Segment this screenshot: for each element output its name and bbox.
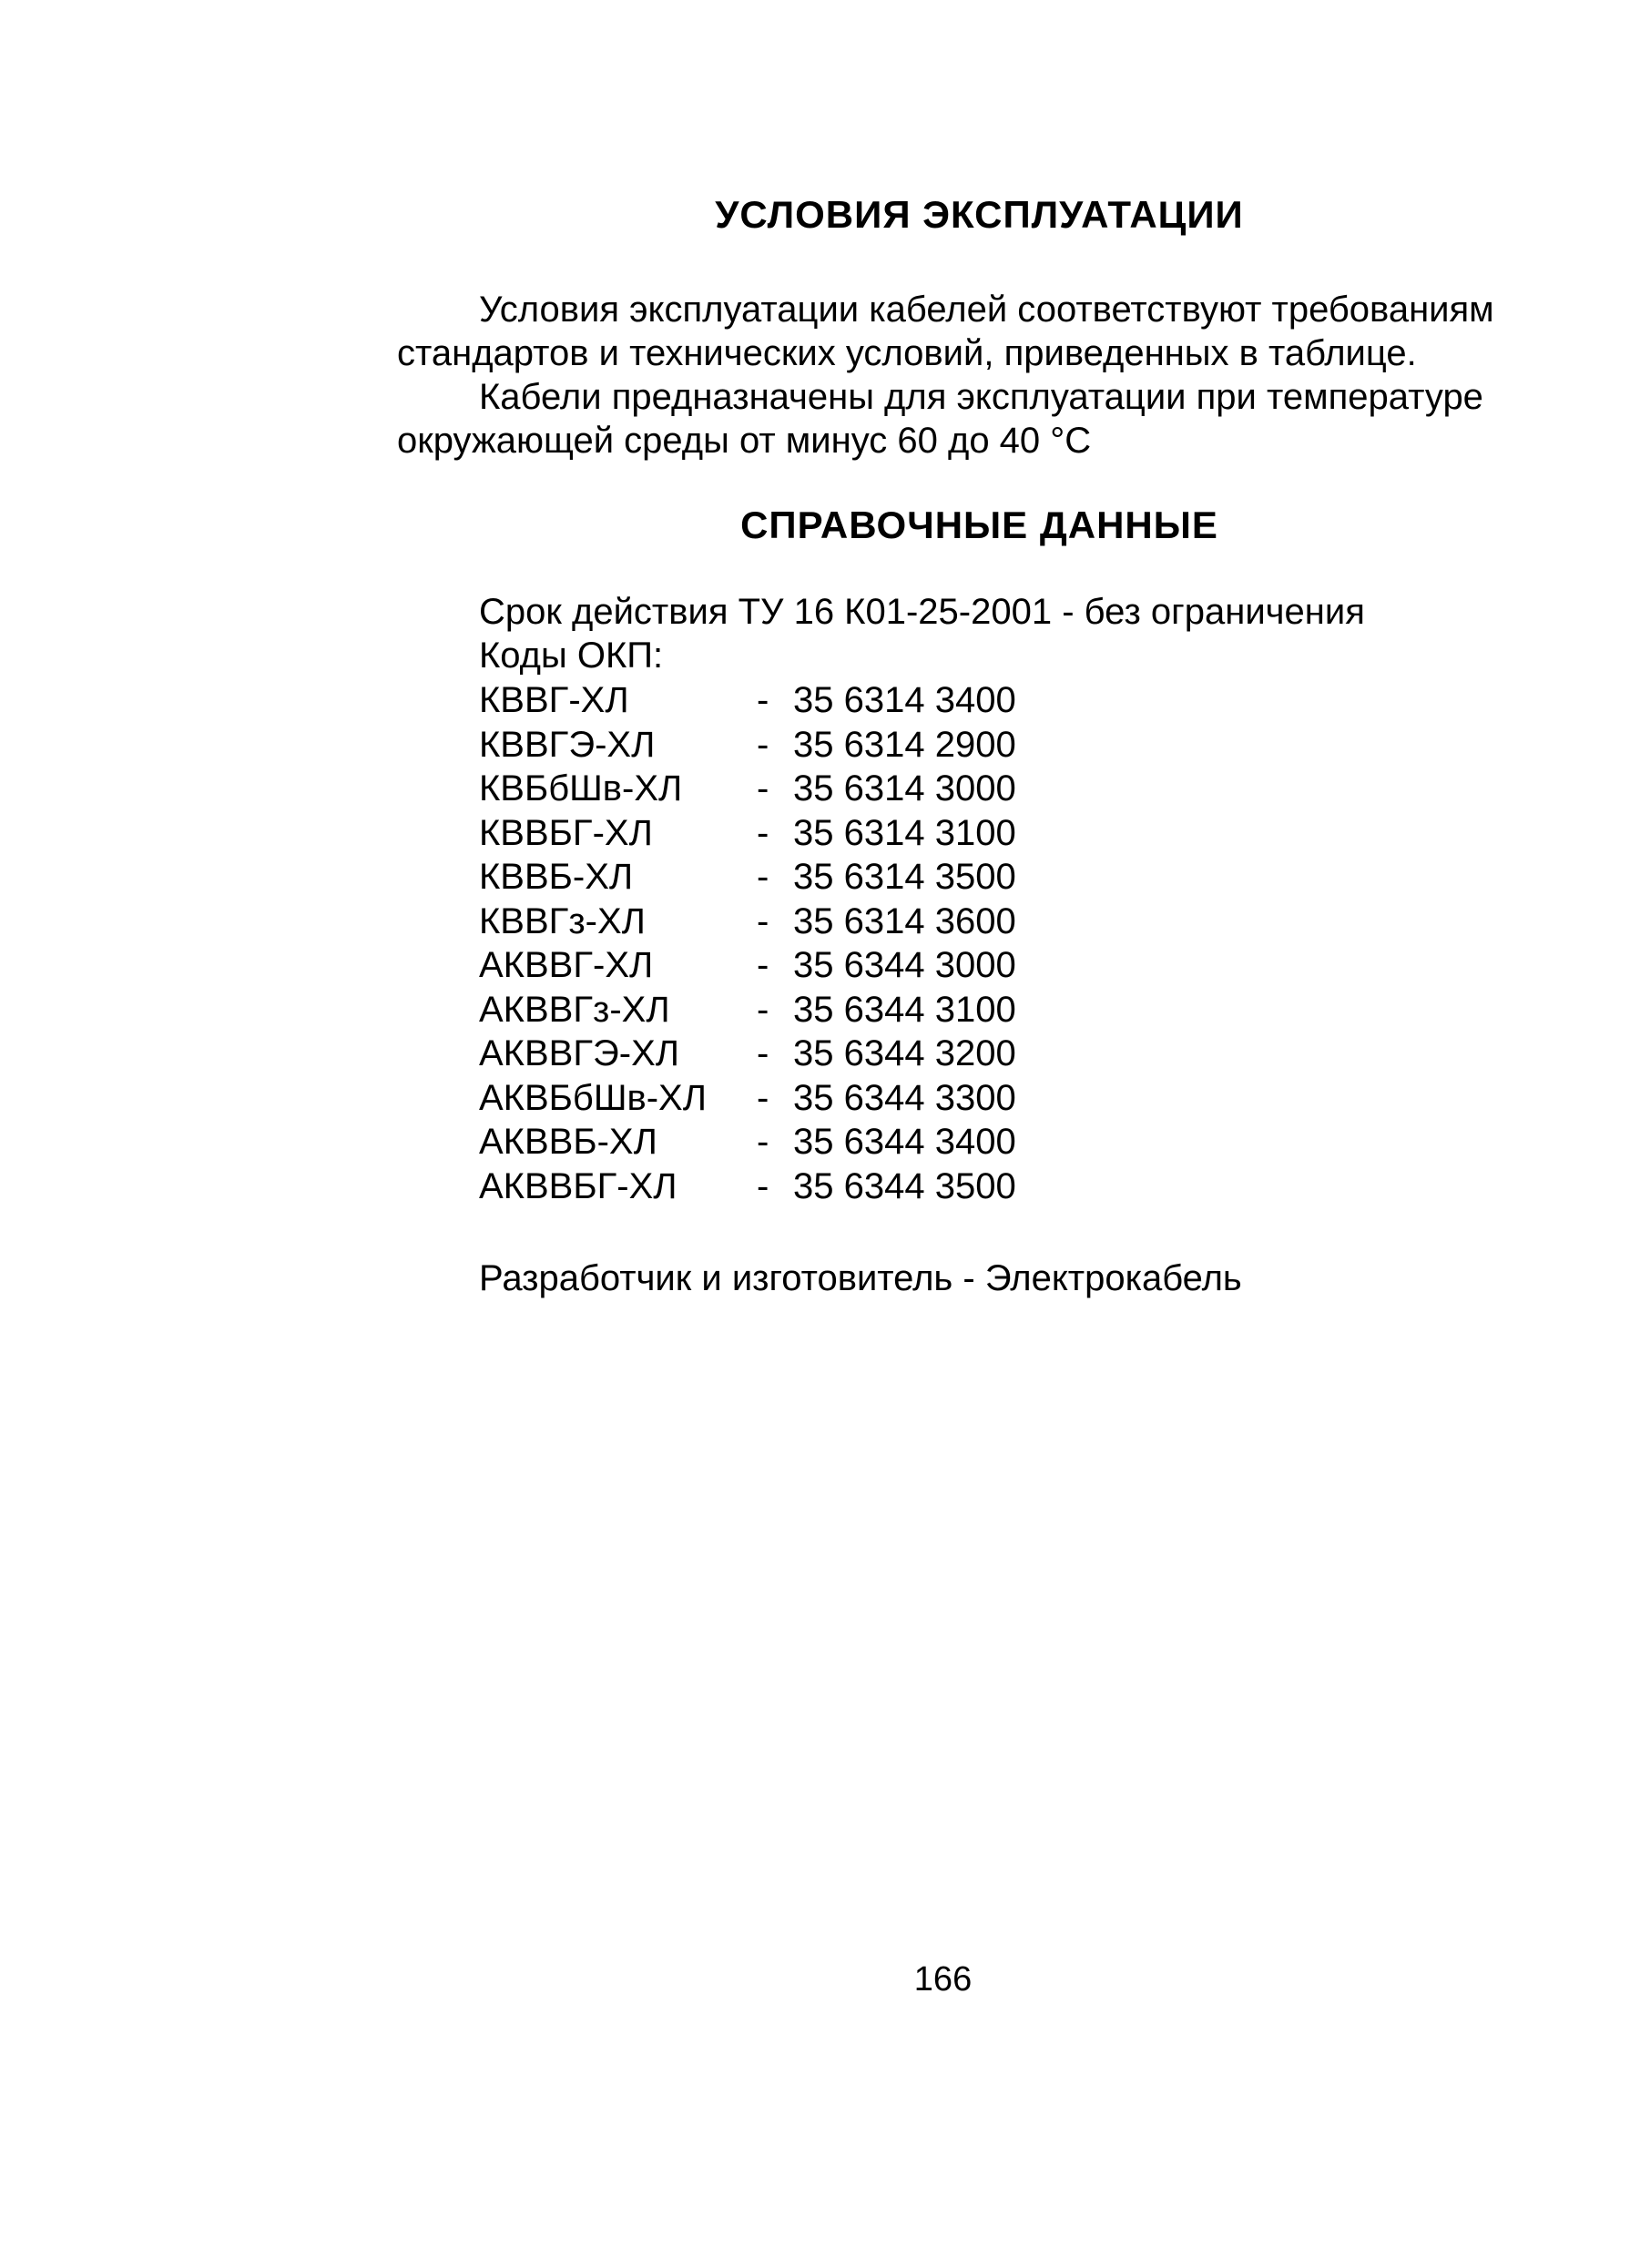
okp-code: 35 6344 3100 xyxy=(793,989,1016,1030)
separator-dash: - xyxy=(757,900,769,941)
page-number: 166 xyxy=(913,1960,973,1998)
separator-dash: - xyxy=(757,1077,769,1118)
cable-name: КВВГ-ХЛ xyxy=(479,680,629,720)
cable-name: КВБбШв-ХЛ xyxy=(479,768,683,809)
separator-dash: - xyxy=(757,768,769,809)
cable-name: КВВБ-ХЛ xyxy=(479,857,634,897)
cable-name: АКВВБГ-ХЛ xyxy=(479,1165,677,1206)
okp-code: 35 6344 3400 xyxy=(793,1122,1016,1162)
okp-code: 35 6314 3400 xyxy=(793,680,1016,720)
section-title-operating-conditions: УСЛОВИЯ ЭКСПЛУАТАЦИИ xyxy=(715,193,1244,236)
okp-code: 35 6314 3100 xyxy=(793,812,1016,853)
okp-code: 35 6314 2900 xyxy=(793,724,1016,765)
codes-label: Коды ОКП: xyxy=(479,636,664,676)
cable-name: АКВВГ-ХЛ xyxy=(479,945,654,985)
okp-code: 35 6344 3000 xyxy=(793,945,1016,985)
cable-name: АКВВГз-ХЛ xyxy=(479,989,670,1030)
okp-code: 35 6314 3600 xyxy=(793,900,1016,941)
paragraph-line: Кабели предназначены для эксплуатации при температуре xyxy=(479,377,1483,417)
separator-dash: - xyxy=(757,857,769,897)
paragraph-line: стандартов и технических условий, приведенных в таблице. xyxy=(397,333,1417,373)
separator-dash: - xyxy=(757,724,769,765)
separator-dash: - xyxy=(757,989,769,1030)
okp-code: 35 6314 3500 xyxy=(793,857,1016,897)
cable-name: КВВГЭ-ХЛ xyxy=(479,724,656,765)
section-title-reference-data: СПРАВОЧНЫЕ ДАННЫЕ xyxy=(740,503,1218,546)
paragraph-line: Условия эксплуатации кабелей соответствуют требованиям xyxy=(479,290,1494,330)
developer-line: Разработчик и изготовитель - Электрокабель xyxy=(479,1258,1242,1298)
cable-name: КВВБГ-ХЛ xyxy=(479,812,653,853)
cable-name: АКВВБ-ХЛ xyxy=(479,1122,657,1162)
separator-dash: - xyxy=(757,680,769,720)
separator-dash: - xyxy=(757,1165,769,1206)
separator-dash: - xyxy=(757,812,769,853)
okp-code: 35 6344 3500 xyxy=(793,1165,1016,1206)
separator-dash: - xyxy=(757,945,769,985)
separator-dash: - xyxy=(757,1122,769,1162)
separator-dash: - xyxy=(757,1033,769,1073)
paragraph-line: окружающей среды от минус 60 до 40 °С xyxy=(397,421,1092,461)
okp-code: 35 6344 3300 xyxy=(793,1077,1016,1118)
okp-code: 35 6314 3000 xyxy=(793,768,1016,809)
okp-code: 35 6344 3200 xyxy=(793,1033,1016,1073)
cable-name: АКВБбШв-ХЛ xyxy=(479,1077,707,1118)
cable-name: КВВГз-ХЛ xyxy=(479,900,646,941)
cable-name: АКВВГЭ-ХЛ xyxy=(479,1033,679,1073)
validity-line: Срок действия ТУ 16 К01-25-2001 - без ограничения xyxy=(479,592,1365,632)
